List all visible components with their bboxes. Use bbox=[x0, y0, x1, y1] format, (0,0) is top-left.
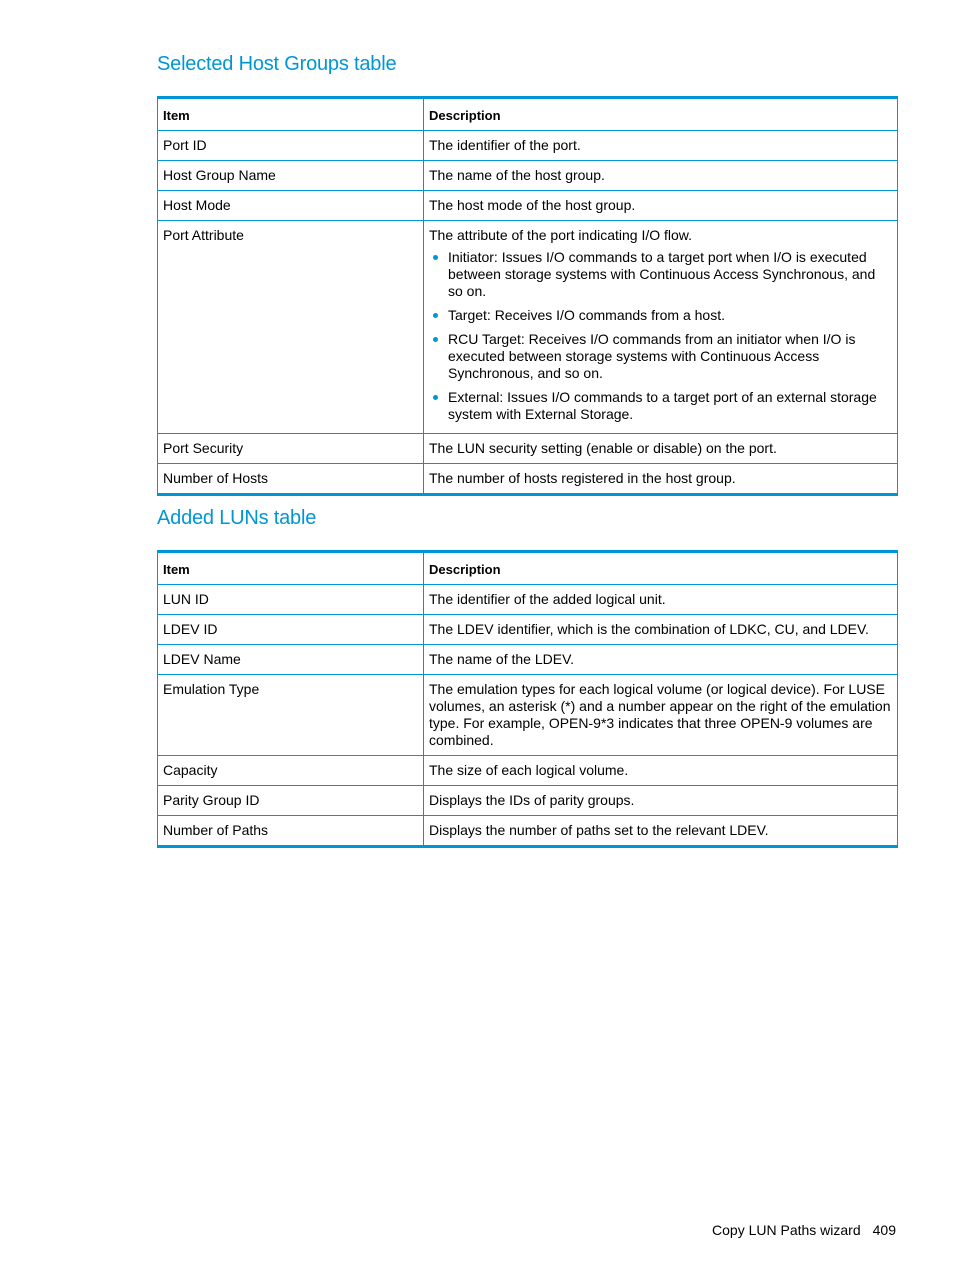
description-cell: The name of the host group. bbox=[424, 161, 898, 191]
selected-host-groups-table bbox=[157, 96, 898, 496]
description-cell: The name of the LDEV. bbox=[424, 645, 898, 675]
item-cell: Port ID bbox=[158, 131, 424, 161]
description-cell: The identifier of the port. bbox=[424, 131, 898, 161]
item-cell: Capacity bbox=[158, 756, 424, 786]
table-row bbox=[158, 221, 898, 434]
list-item bbox=[448, 389, 893, 423]
item-cell: Port Attribute bbox=[158, 221, 424, 434]
column-header-description: Description bbox=[424, 552, 898, 585]
bullet-icon bbox=[433, 313, 438, 318]
description-cell: The LDEV identifier, which is the combination of LDKC, CU, and LDEV. bbox=[424, 615, 898, 645]
bullet-text: External: Issues I/O commands to a target port of an external storage system with External Storage. bbox=[448, 389, 877, 422]
table-header-row bbox=[158, 552, 898, 585]
column-header-description: Description bbox=[424, 98, 898, 131]
item-cell: Number of Hosts bbox=[158, 464, 424, 495]
list-item bbox=[448, 331, 893, 382]
item-cell: Port Security bbox=[158, 434, 424, 464]
description-cell bbox=[424, 221, 898, 434]
item-cell: Host Group Name bbox=[158, 161, 424, 191]
table-row bbox=[158, 675, 898, 756]
bullet-icon bbox=[433, 255, 438, 260]
description-cell: Displays the IDs of parity groups. bbox=[424, 786, 898, 816]
item-cell: LDEV Name bbox=[158, 645, 424, 675]
description-cell: The emulation types for each logical volume (or logical device). For LUSE volumes, an asterisk (*) and a number appear on the right of the emulation type. For example, OPEN-9*3 indicates that three OPEN-9 volumes are combined. bbox=[424, 675, 898, 756]
section-title-added-luns: Added LUNs table bbox=[157, 507, 317, 529]
bullet-text: RCU Target: Receives I/O commands from an initiator when I/O is executed between storage systems with Continuous Access Synchronous, and so on. bbox=[448, 331, 856, 381]
list-item bbox=[448, 307, 893, 324]
added-luns-table bbox=[157, 550, 898, 848]
table-row bbox=[158, 645, 898, 675]
item-cell: LUN ID bbox=[158, 585, 424, 615]
table-row bbox=[158, 615, 898, 645]
footer-chapter-title: Copy LUN Paths wizard bbox=[712, 1222, 861, 1238]
table-row bbox=[158, 191, 898, 221]
column-header-item: Item bbox=[158, 98, 424, 131]
description-cell: The size of each logical volume. bbox=[424, 756, 898, 786]
bullet-text: Target: Receives I/O commands from a host. bbox=[448, 307, 725, 323]
bullet-text: Initiator: Issues I/O commands to a target port when I/O is executed between storage systems with Continuous Access Synchronous, and so on. bbox=[448, 249, 876, 299]
description-cell: The LUN security setting (enable or disable) on the port. bbox=[424, 434, 898, 464]
bullet-icon bbox=[433, 337, 438, 342]
table-row bbox=[158, 756, 898, 786]
table-row bbox=[158, 816, 898, 847]
item-cell: Host Mode bbox=[158, 191, 424, 221]
table-row bbox=[158, 464, 898, 495]
description-cell: The identifier of the added logical unit. bbox=[424, 585, 898, 615]
page-footer bbox=[712, 1222, 896, 1238]
item-cell: Number of Paths bbox=[158, 816, 424, 847]
column-header-item: Item bbox=[158, 552, 424, 585]
table-header-row bbox=[158, 98, 898, 131]
table-row bbox=[158, 161, 898, 191]
bullet-icon bbox=[433, 395, 438, 400]
page-number: 409 bbox=[872, 1222, 896, 1238]
description-cell: Displays the number of paths set to the relevant LDEV. bbox=[424, 816, 898, 847]
item-cell: LDEV ID bbox=[158, 615, 424, 645]
table-row bbox=[158, 786, 898, 816]
description-cell: The number of hosts registered in the host group. bbox=[424, 464, 898, 495]
section-title-selected-host-groups: Selected Host Groups table bbox=[157, 53, 397, 75]
table-row bbox=[158, 585, 898, 615]
table-row bbox=[158, 131, 898, 161]
table-row bbox=[158, 434, 898, 464]
description-cell: The host mode of the host group. bbox=[424, 191, 898, 221]
item-cell: Emulation Type bbox=[158, 675, 424, 756]
port-attribute-bullet-list bbox=[429, 249, 893, 423]
list-item bbox=[448, 249, 893, 300]
item-cell: Parity Group ID bbox=[158, 786, 424, 816]
description-text: The attribute of the port indicating I/O flow. bbox=[429, 227, 693, 243]
